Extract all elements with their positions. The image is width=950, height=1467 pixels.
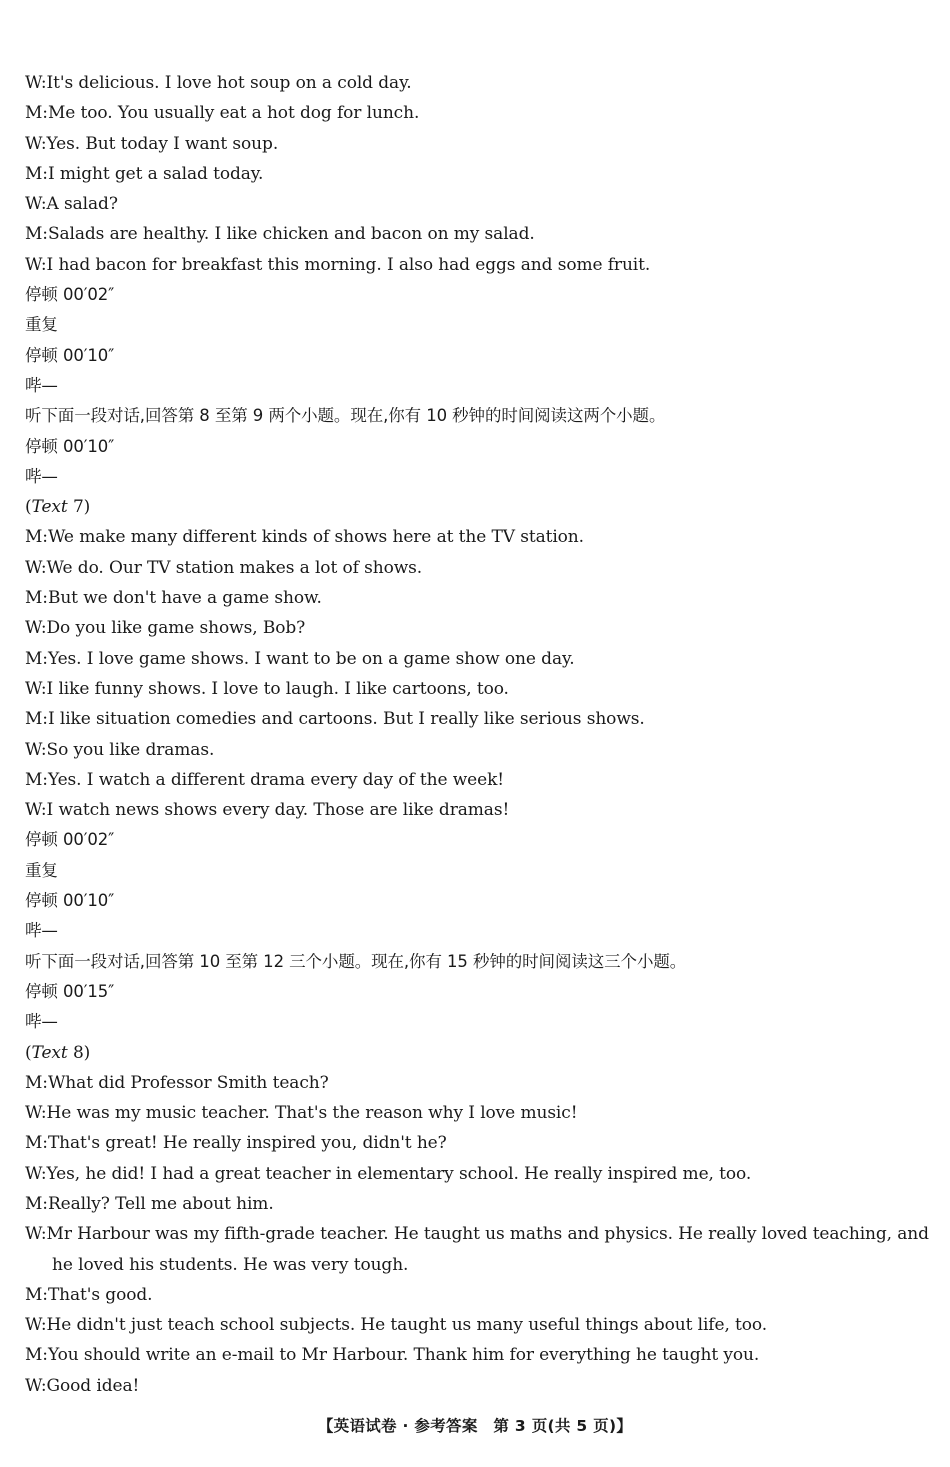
transcript-body xyxy=(25,68,930,1401)
dialog-line xyxy=(25,613,930,643)
speaker-label: M: xyxy=(25,709,48,730)
instruction-line: 停顿 00′02″ xyxy=(25,830,115,850)
speaker-label: M: xyxy=(25,769,48,790)
speaker-label: M: xyxy=(25,163,48,184)
dialog-line xyxy=(25,250,930,280)
dialog-text: What did Professor Smith teach? xyxy=(47,1072,329,1093)
speaker-label: M: xyxy=(25,527,48,548)
dialog-line xyxy=(25,765,930,795)
dialog-text: He didn't just teach school subjects. He taught us many useful things about life, too. xyxy=(46,1315,768,1336)
dialog-text: Yes. But today I want soup. xyxy=(46,133,279,154)
speaker-label: W: xyxy=(25,1224,47,1245)
dialog-line xyxy=(25,1189,930,1219)
dialog-text: Do you like game shows, Bob? xyxy=(46,618,306,639)
speaker-label: W: xyxy=(25,194,47,215)
dialog-text: I like funny shows. I love to laugh. I like cartoons, too. xyxy=(46,678,509,699)
label-open-paren: ( xyxy=(25,497,32,518)
instruction-line: 停顿 00′10″ xyxy=(25,891,115,911)
dialog-text: So you like dramas. xyxy=(46,739,215,760)
instruction-line: 哔— xyxy=(25,375,58,395)
text-section-label xyxy=(25,492,930,522)
instruction-line: 哔— xyxy=(25,921,58,941)
dialog-text: I had bacon for breakfast this morning. I also had eggs and some fruit. xyxy=(46,254,651,275)
speaker-label: W: xyxy=(25,739,47,760)
speaker-label: W: xyxy=(25,1375,47,1396)
label-word: Text xyxy=(31,497,68,518)
label-number: 7) xyxy=(67,497,91,518)
instruction-line: 停顿 00′15″ xyxy=(25,981,115,1001)
dialog-line xyxy=(25,159,930,189)
dialog-line xyxy=(25,553,930,583)
dialog-text: Really? Tell me about him. xyxy=(47,1193,274,1214)
dialog-text: We make many different kinds of shows here at the TV station. xyxy=(47,527,584,548)
speaker-label: W: xyxy=(25,1103,47,1124)
dialog-line xyxy=(25,1128,930,1158)
dialog-text: Salads are healthy. I like chicken and bacon on my salad. xyxy=(47,224,535,245)
dialog-line xyxy=(25,1310,930,1340)
dialog-text: But we don't have a game show. xyxy=(47,588,322,609)
speaker-label: M: xyxy=(25,588,48,609)
speaker-label: W: xyxy=(25,678,47,699)
label-word: Text xyxy=(31,1042,68,1063)
dialog-text: It's delicious. I love hot soup on a cold day. xyxy=(46,73,412,93)
dialog-text: That's good. xyxy=(47,1284,153,1305)
dialog-text: Yes. I love game shows. I want to be on a game show one day. xyxy=(47,648,575,669)
speaker-label: M: xyxy=(25,1193,48,1214)
dialog-line xyxy=(25,1371,930,1401)
speaker-label: M: xyxy=(25,1284,48,1305)
dialog-line xyxy=(25,674,930,704)
dialog-line xyxy=(25,704,930,734)
dialog-text: Yes. I watch a different drama every day of the week! xyxy=(47,769,505,790)
speaker-label: W: xyxy=(25,800,47,821)
instruction-line: 停顿 00′10″ xyxy=(25,436,115,456)
dialog-line xyxy=(25,735,930,765)
label-open-paren: ( xyxy=(25,1042,32,1063)
dialog-line xyxy=(25,219,930,249)
dialog-line xyxy=(25,129,930,159)
speaker-label: M: xyxy=(25,648,48,669)
dialog-line xyxy=(25,1280,930,1310)
instruction-line: 停顿 00′10″ xyxy=(25,345,115,365)
instruction-line: 哔— xyxy=(25,466,58,486)
page-footer: 【英语试卷 · 参考答案 第 3 页(共 5 页)】 xyxy=(317,1417,633,1435)
dialog-line xyxy=(25,1068,930,1098)
dialog-line xyxy=(25,189,930,219)
instruction-line: 停顿 00′02″ xyxy=(25,285,115,305)
dialog-line xyxy=(25,644,930,674)
dialog-line xyxy=(25,98,930,128)
dialog-text: You should write an e-mail to Mr Harbour. Thank him for everything he taught you. xyxy=(47,1345,760,1366)
dialog-text: We do. Our TV station makes a lot of shows. xyxy=(46,557,423,578)
dialog-text: He was my music teacher. That's the reason why I love music! xyxy=(46,1103,578,1124)
dialog-line xyxy=(25,68,930,98)
speaker-label: M: xyxy=(25,1133,48,1154)
dialog-line xyxy=(25,1219,930,1280)
dialog-text: A salad? xyxy=(46,194,118,215)
speaker-label: W: xyxy=(25,73,47,93)
dialog-text: I watch news shows every day. Those are like dramas! xyxy=(46,800,510,821)
speaker-label: M: xyxy=(25,103,48,124)
dialog-line xyxy=(25,522,930,552)
dialog-text: Me too. You usually eat a hot dog for lunch. xyxy=(47,103,420,124)
speaker-label: W: xyxy=(25,133,47,154)
dialog-text: Mr Harbour was my fifth-grade teacher. He taught us maths and physics. He really loved teaching, and he loved his students. He was very tough. xyxy=(46,1224,929,1275)
speaker-label: W: xyxy=(25,254,47,275)
speaker-label: W: xyxy=(25,557,47,578)
dialog-text: Yes, he did! I had a great teacher in elementary school. He really inspired me, too. xyxy=(46,1163,752,1184)
label-number: 8) xyxy=(67,1042,91,1063)
dialog-text: Good idea! xyxy=(46,1375,140,1396)
dialog-text: That's great! He really inspired you, didn't he? xyxy=(47,1133,447,1154)
speaker-label: W: xyxy=(25,1315,47,1336)
speaker-label: W: xyxy=(25,1163,47,1184)
dialog-text: I might get a salad today. xyxy=(47,163,264,184)
dialog-line xyxy=(25,1098,930,1128)
instruction-line: 听下面一段对话,回答第 10 至第 12 三个小题。现在,你有 15 秒钟的时间阅读这三个小题。 xyxy=(25,951,687,971)
dialog-line xyxy=(25,1159,930,1189)
speaker-label: M: xyxy=(25,1345,48,1366)
dialog-line xyxy=(25,795,930,825)
instruction-line: 听下面一段对话,回答第 8 至第 9 两个小题。现在,你有 10 秒钟的时间阅读这两个小题。 xyxy=(25,406,666,426)
dialog-text: I like situation comedies and cartoons. But I really like serious shows. xyxy=(47,709,645,730)
instruction-line: 重复 xyxy=(25,860,58,880)
dialog-line xyxy=(25,583,930,613)
instruction-line: 哔— xyxy=(25,1012,58,1032)
speaker-label: M: xyxy=(25,224,48,245)
dialog-line xyxy=(25,1340,930,1370)
speaker-label: M: xyxy=(25,1072,48,1093)
text-section-label xyxy=(25,1038,930,1068)
instruction-line: 重复 xyxy=(25,315,58,335)
speaker-label: W: xyxy=(25,618,47,639)
